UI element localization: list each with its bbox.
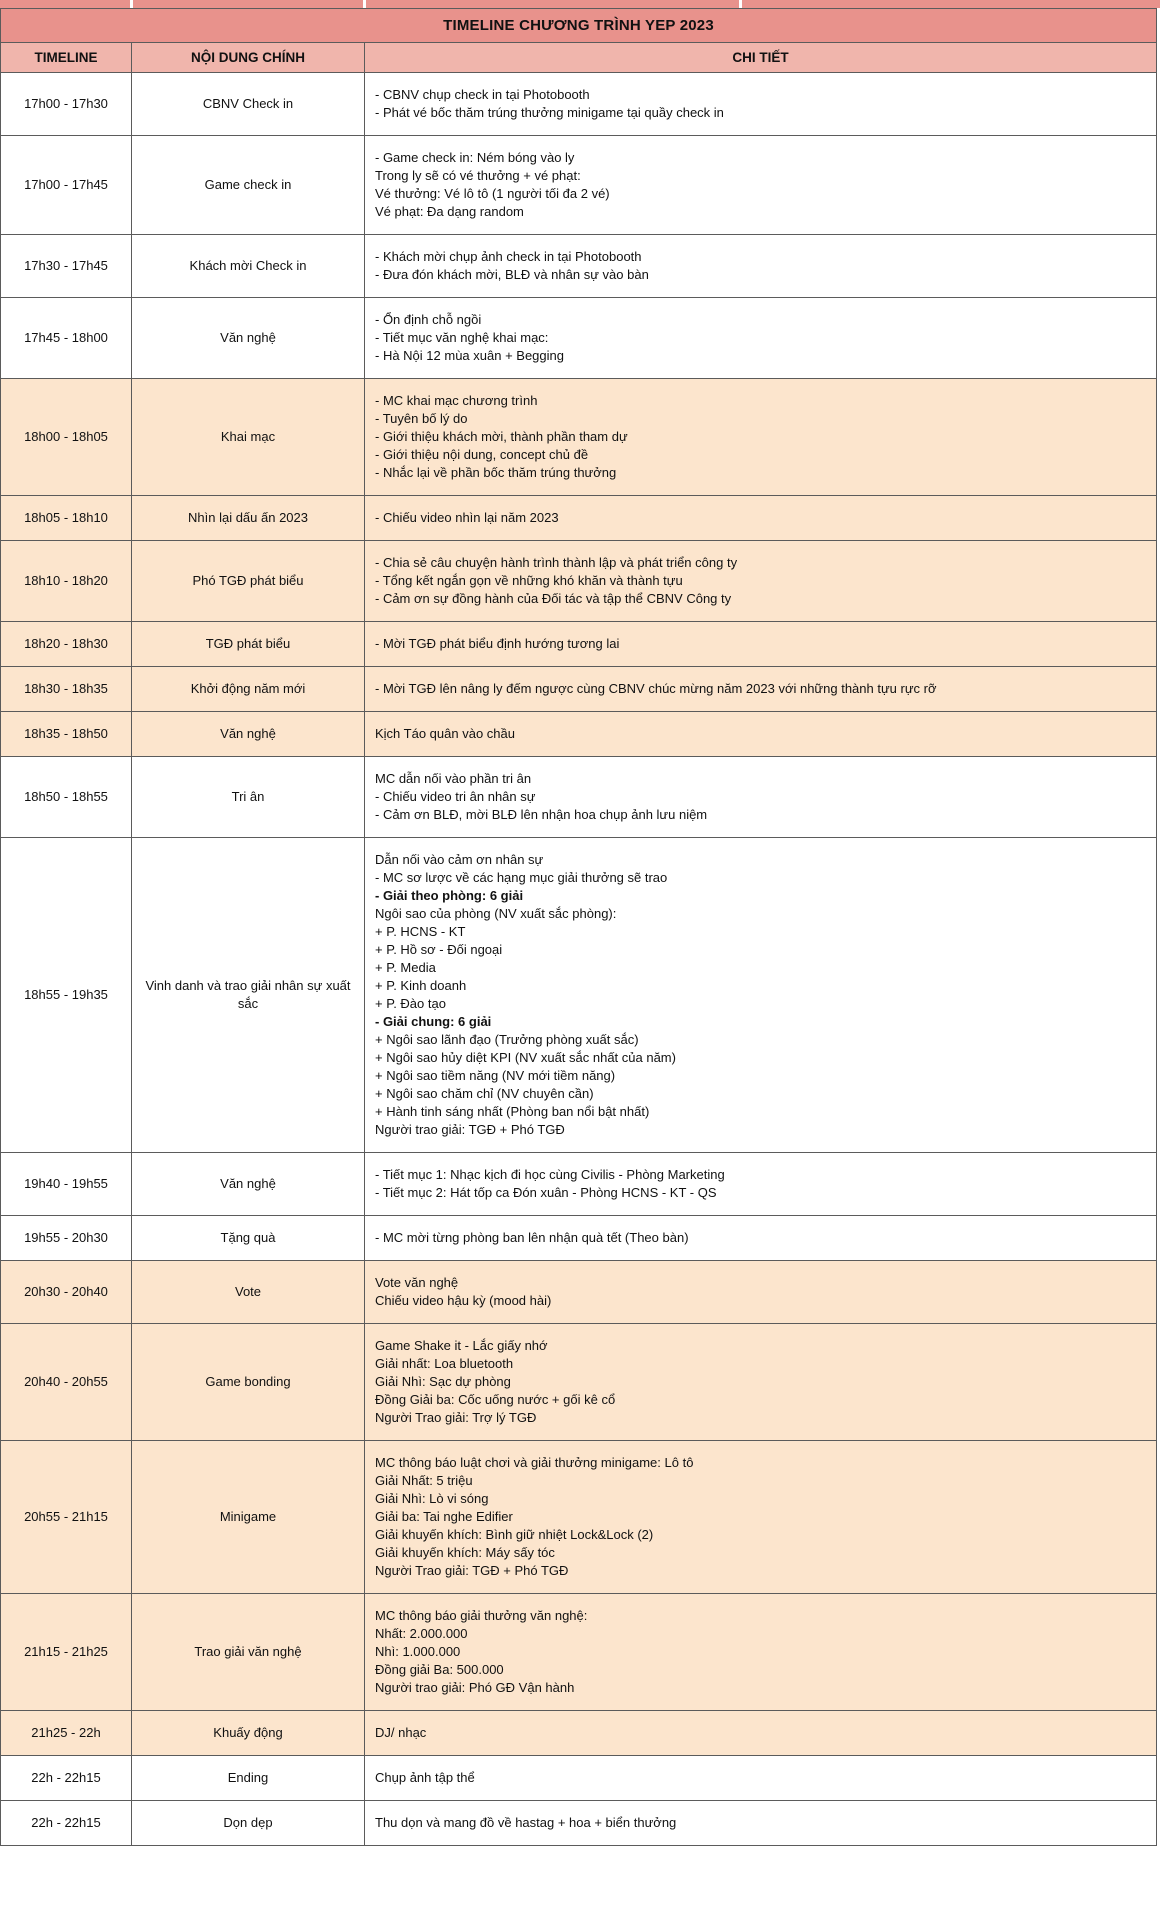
- table-row: [1, 298, 1156, 379]
- detail-line: + Ngôi sao tiềm năng (NV mới tiềm năng): [375, 1068, 616, 1083]
- detail-line: Nhất: 2.000.000: [375, 1626, 468, 1641]
- detail-line: Thu dọn và mang đồ về hastag + hoa + biển thưởng: [375, 1815, 677, 1830]
- detail-line: DJ/ nhạc: [375, 1725, 427, 1740]
- detail-line: + P. HCNS - KT: [375, 924, 466, 939]
- timeline-cell: 17h30 - 17h45: [1, 235, 132, 297]
- details-cell: [365, 1324, 1156, 1440]
- detail-line: - Tiết mục văn nghệ khai mạc:: [375, 330, 549, 345]
- details-cell: [365, 757, 1156, 837]
- table-row: [1, 1261, 1156, 1324]
- detail-line: Trong ly sẽ có vé thưởng + vé phạt:: [375, 168, 581, 183]
- detail-line: Giải Nhì: Lò vi sóng: [375, 1491, 489, 1506]
- main-content-cell: Khuấy động: [132, 1711, 365, 1755]
- detail-line: - Tổng kết ngắn gọn về những khó khăn và thành tựu: [375, 573, 683, 588]
- timeline-cell: 19h55 - 20h30: [1, 1216, 132, 1260]
- timeline-cell: 17h00 - 17h30: [1, 73, 132, 135]
- table-row: [1, 73, 1156, 136]
- timeline-cell: 22h - 22h15: [1, 1801, 132, 1845]
- detail-line: Giải nhất: Loa bluetooth: [375, 1356, 514, 1371]
- timeline-cell: 17h00 - 17h45: [1, 136, 132, 234]
- timeline-cell: 18h30 - 18h35: [1, 667, 132, 711]
- table-body: [1, 73, 1156, 1846]
- main-content-cell: Phó TGĐ phát biểu: [132, 541, 365, 621]
- detail-line: - Hà Nội 12 mùa xuân + Begging: [375, 348, 564, 363]
- details-cell: [365, 136, 1156, 234]
- details-cell: [365, 1261, 1156, 1323]
- main-content-cell: Tri ân: [132, 757, 365, 837]
- detail-line: Nhì: 1.000.000: [375, 1644, 461, 1659]
- detail-line: - Tiết mục 2: Hát tốp ca Đón xuân - Phòng HCNS - KT - QS: [375, 1185, 717, 1200]
- details-cell: [365, 379, 1156, 495]
- main-content-cell: CBNV Check in: [132, 73, 365, 135]
- detail-line: MC thông báo luật chơi và giải thưởng minigame: Lô tô: [375, 1455, 694, 1470]
- table-row: [1, 1801, 1156, 1846]
- details-cell: [365, 298, 1156, 378]
- detail-line: - Giải theo phòng: 6 giải: [375, 888, 524, 903]
- timeline-cell: 22h - 22h15: [1, 1756, 132, 1800]
- detail-line: + Hành tinh sáng nhất (Phòng ban nổi bật nhất): [375, 1104, 650, 1119]
- main-content-cell: Khách mời Check in: [132, 235, 365, 297]
- main-content-cell: Dọn dẹp: [132, 1801, 365, 1845]
- main-content-cell: Game check in: [132, 136, 365, 234]
- timeline-cell: 19h40 - 19h55: [1, 1153, 132, 1215]
- table-row: [1, 757, 1156, 838]
- table-row: [1, 235, 1156, 298]
- details-cell: [365, 541, 1156, 621]
- details-cell: [365, 622, 1156, 666]
- main-content-cell: Vinh danh và trao giải nhân sự xuất sắc: [132, 838, 365, 1152]
- main-content-cell: Game bonding: [132, 1324, 365, 1440]
- detail-line: - Giải chung: 6 giải: [375, 1014, 492, 1029]
- details-cell: [365, 235, 1156, 297]
- details-cell: [365, 1801, 1156, 1845]
- table-row: [1, 622, 1156, 667]
- detail-line: Giải ba: Tai nghe Edifier: [375, 1509, 513, 1524]
- timeline-cell: 18h50 - 18h55: [1, 757, 132, 837]
- main-content-cell: Minigame: [132, 1441, 365, 1593]
- detail-line: - Cảm ơn BLĐ, mời BLĐ lên nhận hoa chụp ảnh lưu niệm: [375, 807, 708, 822]
- details-cell: [365, 667, 1156, 711]
- detail-line: + P. Media: [375, 960, 436, 975]
- detail-line: - Nhắc lại về phần bốc thăm trúng thưởng: [375, 465, 617, 480]
- timeline-cell: 18h20 - 18h30: [1, 622, 132, 666]
- detail-line: + Ngôi sao chăm chỉ (NV chuyên cần): [375, 1086, 594, 1101]
- detail-line: - MC mời từng phòng ban lên nhận quà tết (Theo bàn): [375, 1230, 689, 1245]
- detail-line: - Phát vé bốc thăm trúng thưởng minigame tại quầy check in: [375, 105, 724, 120]
- main-content-cell: Khởi động năm mới: [132, 667, 365, 711]
- main-content-cell: TGĐ phát biểu: [132, 622, 365, 666]
- detail-line: + Ngôi sao lãnh đạo (Trưởng phòng xuất sắc): [375, 1032, 639, 1047]
- table-row: [1, 1711, 1156, 1756]
- detail-line: Game Shake it - Lắc giấy nhớ: [375, 1338, 548, 1353]
- timeline-cell: 21h25 - 22h: [1, 1711, 132, 1755]
- detail-line: MC thông báo giải thưởng văn nghệ:: [375, 1608, 588, 1623]
- table-row: [1, 1441, 1156, 1594]
- details-cell: [365, 496, 1156, 540]
- table-row: [1, 712, 1156, 757]
- details-cell: [365, 1756, 1156, 1800]
- detail-line: Đồng Giải ba: Cốc uống nước + gối kê cổ: [375, 1392, 616, 1407]
- detail-line: Chụp ảnh tập thể: [375, 1770, 475, 1785]
- detail-line: - Chiếu video tri ân nhân sự: [375, 789, 536, 804]
- table-row: [1, 667, 1156, 712]
- details-cell: [365, 1594, 1156, 1710]
- detail-line: Giải Nhất: 5 triệu: [375, 1473, 473, 1488]
- detail-line: - Giới thiệu khách mời, thành phần tham dự: [375, 429, 628, 444]
- timeline-cell: 18h35 - 18h50: [1, 712, 132, 756]
- detail-line: - Mời TGĐ lên nâng ly đếm ngược cùng CBNV chúc mừng năm 2023 với những thành tựu rực rỡ: [375, 681, 937, 696]
- detail-line: Giải khuyến khích: Máy sấy tóc: [375, 1545, 555, 1560]
- detail-line: - Cảm ơn sự đồng hành của Đối tác và tập thể CBNV Công ty: [375, 591, 732, 606]
- timeline-cell: 18h55 - 19h35: [1, 838, 132, 1152]
- timeline-cell: 18h00 - 18h05: [1, 379, 132, 495]
- column-header-timeline: TIMELINE: [1, 43, 132, 72]
- table-row: [1, 1756, 1156, 1801]
- table-row: [1, 379, 1156, 496]
- details-cell: [365, 1153, 1156, 1215]
- main-content-cell: Văn nghệ: [132, 298, 365, 378]
- timeline-cell: 20h40 - 20h55: [1, 1324, 132, 1440]
- detail-line: - Đưa đón khách mời, BLĐ và nhân sự vào bàn: [375, 267, 649, 282]
- details-cell: [365, 1441, 1156, 1593]
- detail-line: Vé thưởng: Vé lô tô (1 người tối đa 2 vé): [375, 186, 610, 201]
- detail-line: Giải khuyến khích: Bình giữ nhiệt Lock&Lock (2): [375, 1527, 654, 1542]
- column-header-main-content: NỘI DUNG CHÍNH: [132, 43, 365, 72]
- spreadsheet-top-sliver: [0, 0, 1160, 8]
- table-row: [1, 1153, 1156, 1216]
- main-content-cell: Trao giải văn nghệ: [132, 1594, 365, 1710]
- detail-line: - Tuyên bố lý do: [375, 411, 468, 426]
- detail-line: - Chiếu video nhìn lại năm 2023: [375, 510, 559, 525]
- detail-line: - Ổn định chỗ ngồi: [375, 312, 482, 327]
- timeline-cell: 20h30 - 20h40: [1, 1261, 132, 1323]
- detail-line: Vé phạt: Đa dạng random: [375, 204, 524, 219]
- detail-line: Giải Nhì: Sạc dự phòng: [375, 1374, 511, 1389]
- table-row: [1, 1594, 1156, 1711]
- main-content-cell: Văn nghệ: [132, 712, 365, 756]
- timeline-cell: 18h10 - 18h20: [1, 541, 132, 621]
- detail-line: Vote văn nghệ: [375, 1275, 459, 1290]
- detail-line: Người Trao giải: Trợ lý TGĐ: [375, 1410, 537, 1425]
- details-cell: [365, 712, 1156, 756]
- table-row: [1, 541, 1156, 622]
- details-cell: [365, 838, 1156, 1152]
- detail-line: Dẫn nối vào cảm ơn nhân sự: [375, 852, 544, 867]
- detail-line: Ngôi sao của phòng (NV xuất sắc phòng):: [375, 906, 617, 921]
- detail-line: - Khách mời chụp ảnh check in tại Photobooth: [375, 249, 642, 264]
- timeline-cell: 20h55 - 21h15: [1, 1441, 132, 1593]
- detail-line: + P. Kinh doanh: [375, 978, 467, 993]
- detail-line: Người Trao giải: TGĐ + Phó TGĐ: [375, 1563, 569, 1578]
- detail-line: - Game check in: Ném bóng vào ly: [375, 150, 575, 165]
- detail-line: - Chia sẻ câu chuyện hành trình thành lập và phát triển công ty: [375, 555, 738, 570]
- detail-line: + P. Đào tạo: [375, 996, 446, 1011]
- detail-line: Kịch Táo quân vào chầu: [375, 726, 515, 741]
- detail-line: - MC khai mạc chương trình: [375, 393, 538, 408]
- detail-line: MC dẫn nối vào phần tri ân: [375, 771, 532, 786]
- detail-line: - Tiết mục 1: Nhạc kịch đi học cùng Civilis - Phòng Marketing: [375, 1167, 725, 1182]
- timeline-cell: 21h15 - 21h25: [1, 1594, 132, 1710]
- main-content-cell: Ending: [132, 1756, 365, 1800]
- table-header-row: [1, 43, 1156, 73]
- main-content-cell: Nhìn lại dấu ấn 2023: [132, 496, 365, 540]
- table-row: [1, 838, 1156, 1153]
- main-content-cell: Tặng quà: [132, 1216, 365, 1260]
- detail-line: + P. Hồ sơ - Đối ngoại: [375, 942, 503, 957]
- detail-line: - CBNV chụp check in tại Photobooth: [375, 87, 590, 102]
- table-row: [1, 136, 1156, 235]
- detail-line: Chiếu video hậu kỳ (mood hài): [375, 1293, 552, 1308]
- detail-line: - Giới thiệu nội dung, concept chủ đề: [375, 447, 589, 462]
- table-row: [1, 1216, 1156, 1261]
- table-row: [1, 496, 1156, 541]
- main-content-cell: Văn nghệ: [132, 1153, 365, 1215]
- main-content-cell: Vote: [132, 1261, 365, 1323]
- details-cell: [365, 1711, 1156, 1755]
- main-content-cell: Khai mạc: [132, 379, 365, 495]
- table-row: [1, 1324, 1156, 1441]
- detail-line: Người trao giải: Phó GĐ Vận hành: [375, 1680, 575, 1695]
- timeline-cell: 17h45 - 18h00: [1, 298, 132, 378]
- detail-line: - MC sơ lược về các hạng mục giải thưởng sẽ trao: [375, 870, 668, 885]
- column-header-details: CHI TIẾT: [732, 50, 789, 65]
- detail-line: + Ngôi sao hủy diệt KPI (NV xuất sắc nhất của năm): [375, 1050, 676, 1065]
- details-cell: [365, 1216, 1156, 1260]
- detail-line: Đồng giải Ba: 500.000: [375, 1662, 504, 1677]
- timeline-table: [0, 8, 1157, 1846]
- detail-line: Người trao giải: TGĐ + Phó TGĐ: [375, 1122, 565, 1137]
- detail-line: - Mời TGĐ phát biểu định hướng tương lai: [375, 636, 620, 651]
- details-cell: [365, 73, 1156, 135]
- page-title: TIMELINE CHƯƠNG TRÌNH YEP 2023: [1, 8, 1156, 43]
- timeline-cell: 18h05 - 18h10: [1, 496, 132, 540]
